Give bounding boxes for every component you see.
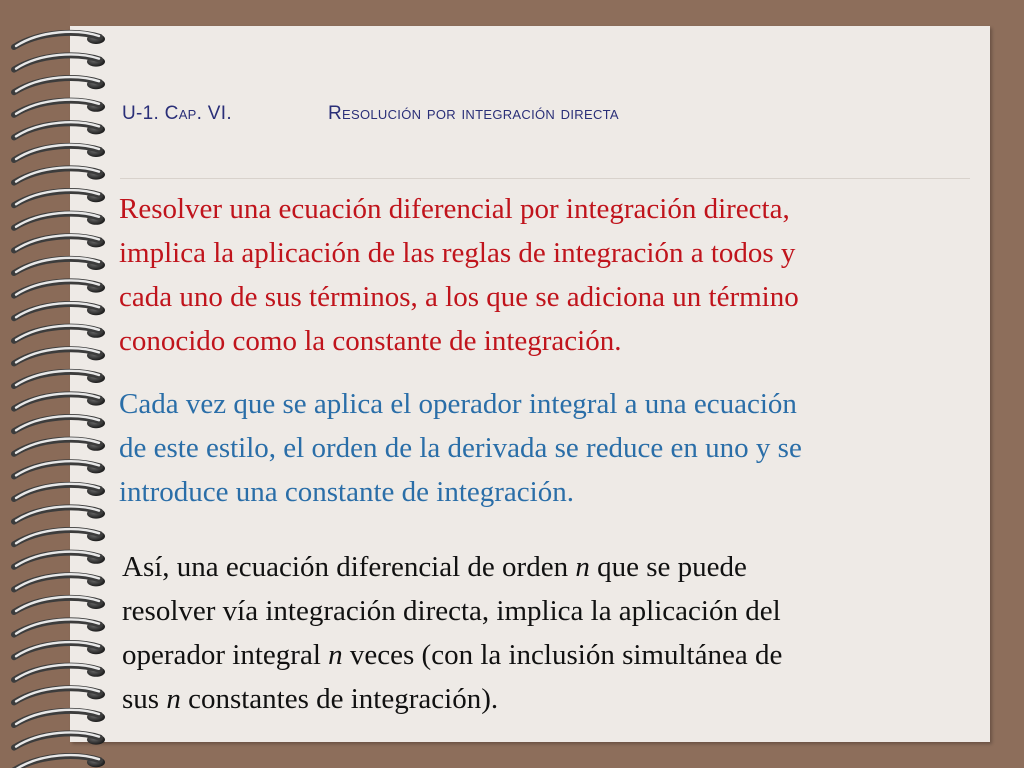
spiral-ring — [14, 484, 105, 499]
spiral-ring — [14, 280, 105, 295]
text-line: cada uno de sus términos, a los que se adiciona un término — [119, 281, 799, 313]
spiral-ring — [14, 371, 105, 386]
text-line — [122, 545, 992, 589]
paragraph-order-n — [122, 545, 992, 721]
paragraph-operator — [119, 382, 999, 514]
text-line: Resolver una ecuación diferencial por integración directa, — [119, 193, 790, 225]
spiral-ring — [14, 32, 105, 47]
spiral-ring — [14, 145, 105, 160]
text-segment: Así, una ecuación diferencial de orden — [122, 551, 576, 583]
spiral-ring — [14, 552, 105, 567]
spiral-ring — [14, 54, 105, 69]
spiral-ring — [14, 416, 105, 431]
text-segment: sus — [122, 683, 167, 715]
spiral-ring — [14, 574, 105, 589]
text-line: conocido como la constante de integración. — [119, 325, 622, 357]
spiral-binding — [0, 0, 120, 768]
text-line: implica la aplicación de las reglas de integración a todos y — [119, 237, 796, 269]
text-line: introduce una constante de integración. — [119, 476, 574, 508]
spiral-ring — [14, 506, 105, 521]
spiral-ring — [14, 439, 105, 454]
text-segment: veces (con la inclusión simultánea de — [342, 639, 783, 671]
text-segment: que se puede — [589, 551, 747, 583]
text-line — [122, 633, 992, 677]
spiral-ring — [14, 235, 105, 250]
spiral-ring — [14, 461, 105, 476]
text-line: resolver vía integración directa, implica la aplicación del — [122, 595, 781, 627]
spiral-ring — [14, 348, 105, 363]
spiral-ring — [14, 687, 105, 702]
variable-n: n — [328, 639, 343, 671]
header-divider — [120, 178, 970, 179]
spiral-ring — [14, 213, 105, 228]
spiral-ring — [14, 100, 105, 115]
spiral-ring — [14, 258, 105, 273]
spiral-ring — [14, 755, 105, 768]
spiral-ring — [14, 529, 105, 544]
spiral-ring — [14, 303, 105, 318]
spiral-ring — [14, 642, 105, 657]
spiral-ring — [14, 190, 105, 205]
chapter-label: U-1. Cap. VI. — [122, 103, 232, 124]
spiral-ring — [14, 167, 105, 182]
section-title: Resolución por integración directa — [328, 103, 619, 124]
spiral-ring — [14, 665, 105, 680]
text-line: Cada vez que se aplica el operador integral a una ecuación — [119, 388, 797, 420]
spiral-ring — [14, 597, 105, 612]
text-segment: constantes de integración). — [180, 683, 499, 715]
paragraph-definition — [119, 187, 999, 363]
text-segment: operador integral — [122, 639, 329, 671]
variable-n: n — [166, 683, 181, 715]
slide-header — [122, 103, 619, 125]
text-line — [122, 677, 992, 721]
spiral-ring — [14, 710, 105, 725]
spiral-ring — [14, 77, 105, 92]
spiral-ring — [14, 122, 105, 137]
spiral-ring — [14, 393, 105, 408]
spiral-ring — [14, 619, 105, 634]
spiral-ring — [14, 732, 105, 747]
variable-n: n — [575, 551, 590, 583]
text-line: de este estilo, el orden de la derivada se reduce en uno y se — [119, 432, 802, 464]
spiral-ring — [14, 326, 105, 341]
